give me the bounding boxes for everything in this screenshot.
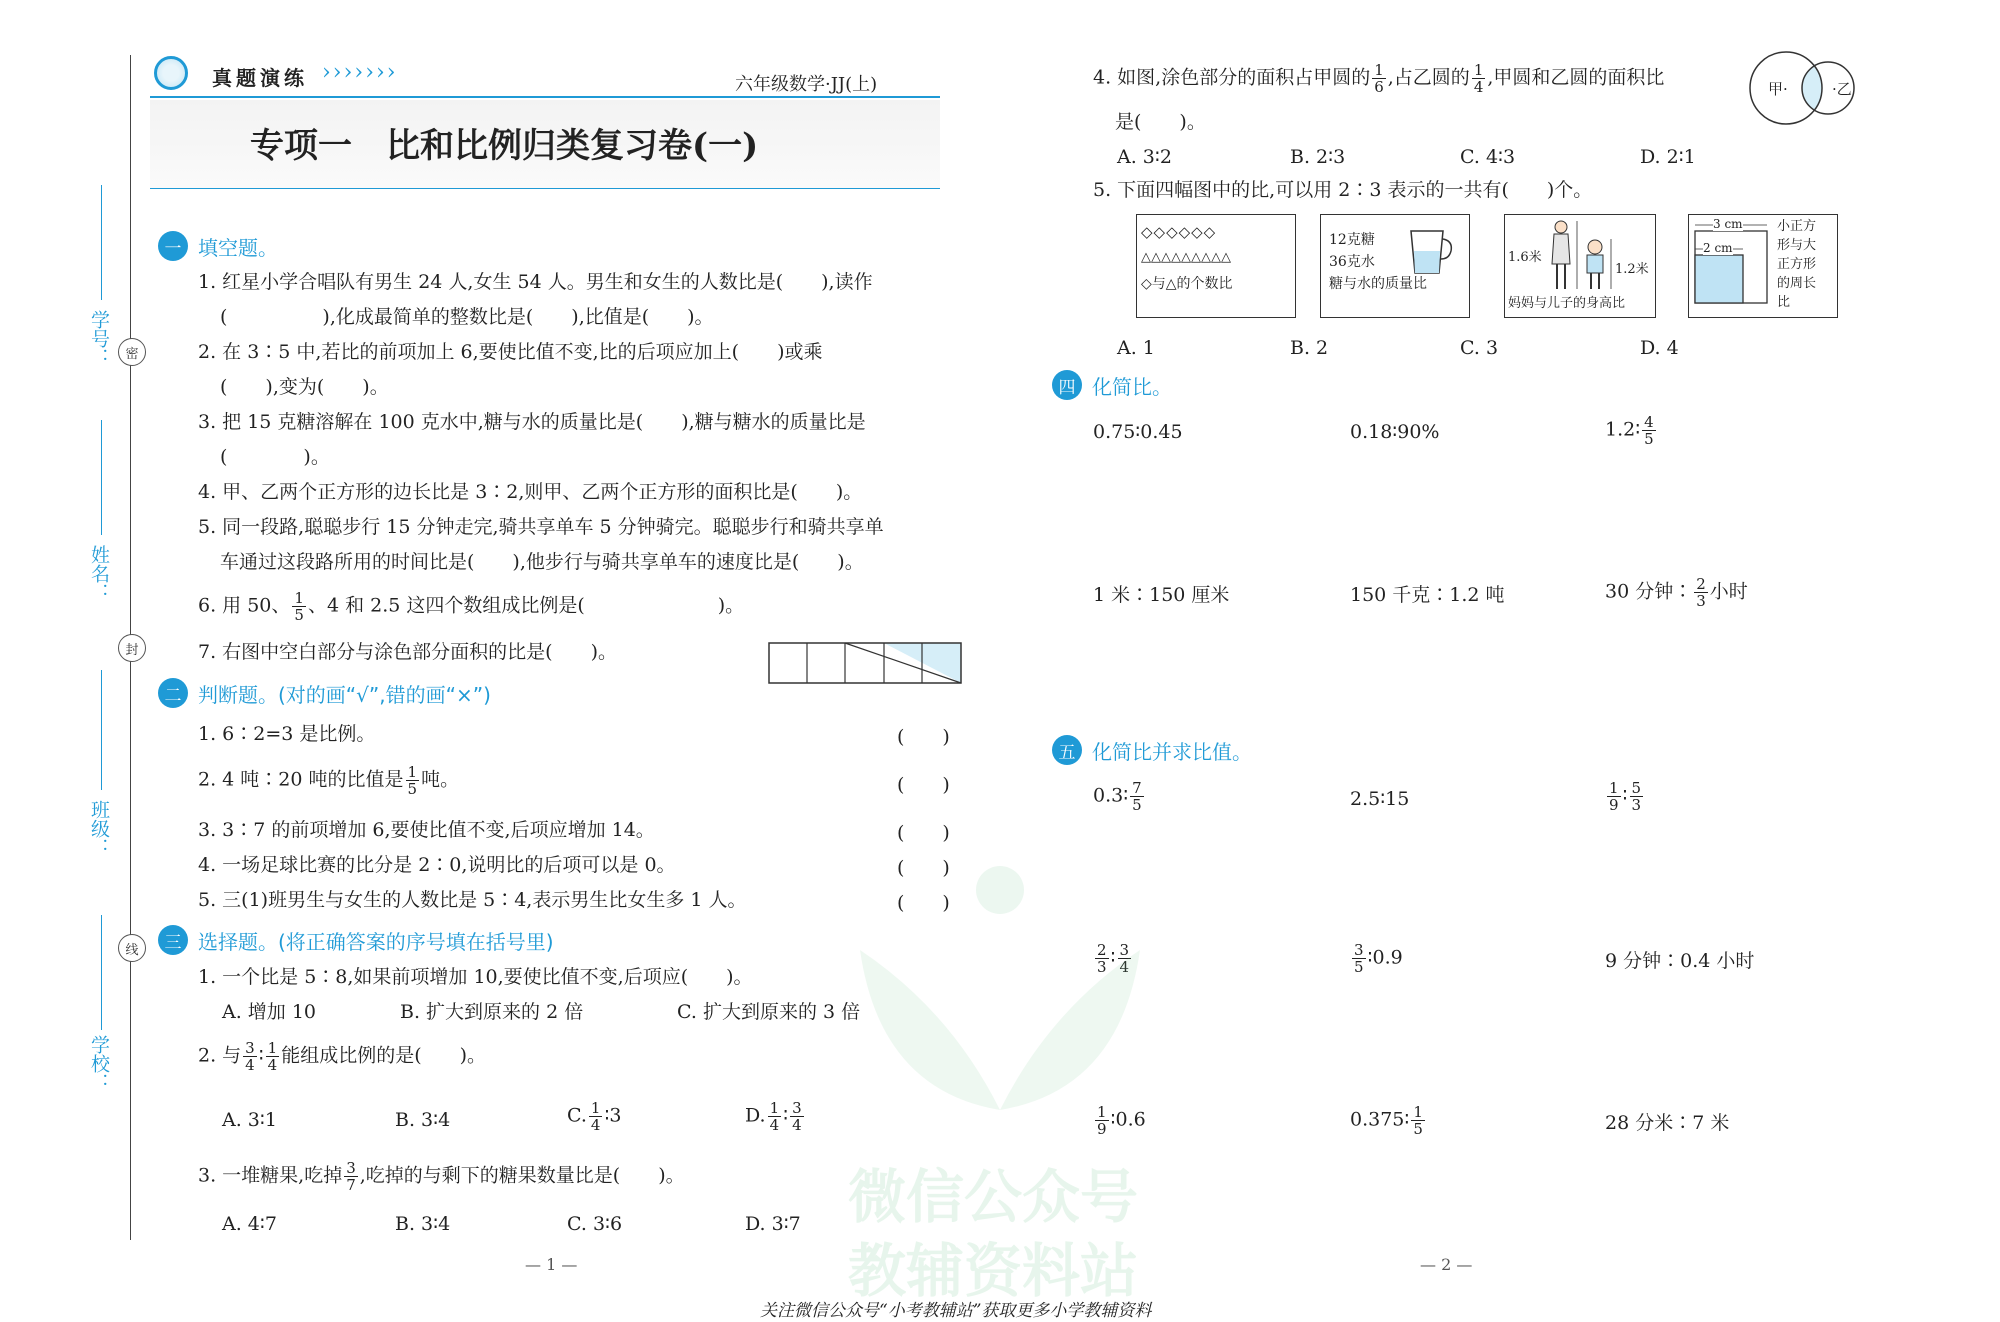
choice-q1-opt-a: A. 增加 10 <box>222 1001 317 1023</box>
section-3-header <box>158 925 554 955</box>
page-title: 专项一 比和比例归类复习卷(一) <box>250 126 759 166</box>
fill-q6-post: 、4 和 2.5 这四个数组成比例是( )。 <box>307 594 745 617</box>
fraction: $\frac{7}{5}$ <box>1132 779 1142 814</box>
choice-q3-opt-b: B. 3∶4 <box>395 1213 451 1235</box>
q5-box-squares <box>1688 214 1838 318</box>
fraction: $\frac{3}{4}$ <box>245 1039 255 1074</box>
fraction: $\frac{3}{5}$ <box>1354 941 1364 976</box>
ratio-b3: 0.375∶ $\frac{1}{5}$ <box>1350 1103 1423 1138</box>
judge-answer-bracket-4[interactable]: ( ) <box>897 857 950 879</box>
fraction: $\frac{1}{5}$ <box>407 763 418 798</box>
section-2-sub: (对的画“√”,错的画“×”) <box>278 682 491 707</box>
section-4-title: 化简比。 <box>1092 374 1172 399</box>
q5-box-shapes: ◇◇◇◇◇◇ △△△△△△△△△ ◇与△的个数比 <box>1136 214 1296 318</box>
footer-note: 关注微信公众号“小考教辅站”获取更多小学教辅资料 <box>760 1301 1152 1321</box>
ratio-c1: $\frac{1}{9}$ ∶ $\frac{5}{3}$ <box>1609 779 1642 814</box>
venn-label-jia: 甲· <box>1768 80 1788 98</box>
header-tag: 真题演练 <box>212 66 308 90</box>
q5-box-heights <box>1504 214 1656 318</box>
header-arrows: ››››››› <box>322 60 398 85</box>
judge-answer-bracket-5[interactable]: ( ) <box>897 892 950 914</box>
section-2-badge: 二 <box>158 678 188 708</box>
fill-q2-b: ( ),变为( )。 <box>220 376 389 398</box>
seal-feng: 封 <box>118 634 146 662</box>
choice-q2-opt-d: D. $\frac{1}{4}$ ∶ $\frac{3}{4}$ <box>745 1099 802 1134</box>
ratio-c3: 28 分米∶7 米 <box>1605 1112 1730 1134</box>
fill-q5-a: 5. 同一段路,聪聪步行 15 分钟走完,骑共享单车 5 分钟骑完。聪聪步行和骑共享单 <box>198 516 884 538</box>
choice-q2-opt-b: B. 3∶4 <box>395 1109 451 1131</box>
choice-q5-opt-c: C. 3 <box>1460 337 1499 359</box>
section-5-header <box>1052 735 1252 765</box>
q7-strip-figure <box>768 642 962 684</box>
margin-label-xuexiao: 学校： <box>88 1035 110 1092</box>
choice-q5: 5. 下面四幅图中的比,可以用 2∶3 表示的一共有( )个。 <box>1093 179 1593 201</box>
judge-q4: 4. 一场足球比赛的比分是 2∶0,说明比的后项可以是 0。 <box>198 854 676 876</box>
q5-box-sugar-water: 12克糖 36克水 糖与水的质量比 <box>1320 214 1470 318</box>
venn-label-yi: ·乙 <box>1832 80 1852 98</box>
ratio-c2: 9 分钟∶0.4 小时 <box>1605 950 1755 972</box>
fraction: $\frac{1}{4}$ <box>590 1099 601 1134</box>
fraction: $\frac{1}{9}$ <box>1097 1103 1107 1138</box>
judge-q2: 2. 4 吨∶20 吨的比值是 $\frac{1}{5}$ 吨。 <box>198 763 460 798</box>
squares-figure <box>1693 221 1771 315</box>
judge-answer-bracket-2[interactable]: ( ) <box>897 774 950 796</box>
section-3-title: 选择题。 <box>198 929 278 954</box>
choice-q3-opt-c: C. 3∶6 <box>567 1213 623 1235</box>
ratio-a2: $\frac{2}{3}$ ∶ 3 <box>1097 941 1130 976</box>
squares-caption: 小正方 形与大 正方形 的周长 比 <box>1777 219 1817 310</box>
fill-q3-a: 3. 把 15 克糖溶解在 100 克水中,糖与水的质量比是( ),糖与糖水的质量比是 <box>198 411 866 433</box>
margin-label-xingming: 姓名： <box>88 545 110 602</box>
square-big-width: 3 cm <box>1713 217 1743 231</box>
page-number-2: — 2 — <box>1420 1255 1473 1274</box>
choice-q1-opt-b: B. 扩大到原来的 2 倍 <box>400 1001 584 1023</box>
section-2-title: 判断题。 <box>198 682 278 707</box>
section-4-header <box>1052 370 1172 400</box>
cup-icon <box>1407 227 1455 277</box>
choice-q3: 3. 一堆糖果,吃掉 $\frac{3}{7}$ ,吃掉的与剩下的糖果数量比是( )。 <box>198 1159 685 1194</box>
section-5-title: 化简比并求比值。 <box>1092 739 1252 764</box>
fraction: $\frac{1}{9}$ <box>1609 779 1619 814</box>
seal-xian: 线 <box>118 934 146 962</box>
fill-q6 <box>198 590 744 623</box>
logo-icon <box>154 56 188 90</box>
watermark-line-2: 教辅资料站 <box>848 1237 1139 1305</box>
choice-q5-opt-b: B. 2 <box>1290 337 1329 359</box>
choice-q3-opt-a: A. 4∶7 <box>222 1213 277 1235</box>
margin-label-banji: 班级： <box>88 800 110 857</box>
simplify-r1-b: 0.18∶90% <box>1350 421 1440 443</box>
ratio-a1: 0.3∶ $\frac{7}{5}$ <box>1093 779 1142 814</box>
fill-q7: 7. 右图中空白部分与涂色部分面积的比是( )。 <box>198 641 617 663</box>
fill-q2-a: 2. 在 3∶5 中,若比的前项加上 6,要使比值不变,比的后项应加上( )或乘 <box>198 341 823 363</box>
section-3-sub: (将正确答案的序号填在括号里) <box>278 929 554 954</box>
fill-q1-b: ( ),化成最简单的整数比是( ),比值是( )。 <box>220 306 714 328</box>
choice-q4-opt-c: C. 4∶3 <box>1460 146 1516 168</box>
fraction: $\frac{1}{5}$ <box>294 589 304 624</box>
simplify-r2-c: 30 分钟∶ $\frac{2}{3}$ 小时 <box>1605 575 1748 610</box>
fraction: $\frac{3}{7}$ <box>346 1159 356 1194</box>
section-1-badge: 一 <box>158 231 188 261</box>
fill-q1-a: 1. 红星小学合唱队有男生 24 人,女生 54 人。男生和女生的人数比是( ),读作 <box>198 271 873 293</box>
fraction: $\frac{1}{4}$ <box>769 1099 780 1134</box>
height-mom: 1.6米 <box>1508 250 1542 265</box>
fraction: $\frac{1}{4}$ <box>1473 61 1484 96</box>
judge-answer-bracket-1[interactable]: ( ) <box>897 726 950 748</box>
choice-q2-opt-a: A. 3∶1 <box>222 1109 277 1131</box>
choice-q4-opt-b: B. 2∶3 <box>1290 146 1346 168</box>
fill-q6-pre: 6. 用 50、 <box>198 594 291 617</box>
section-3-badge: 三 <box>158 925 188 955</box>
judge-q1: 1. 6∶2=3 是比例。 <box>198 723 376 745</box>
fraction: $\frac{1}{5}$ <box>1413 1103 1423 1138</box>
choice-q1-opt-c: C. 扩大到原来的 3 倍 <box>677 1001 861 1023</box>
fraction: $\frac{4}{5}$ <box>1644 413 1654 448</box>
fraction: $\frac{1}{4}$ <box>267 1039 278 1074</box>
simplify-r2-a: 1 米∶150 厘米 <box>1093 584 1230 606</box>
square-small-width: 2 cm <box>1703 241 1733 255</box>
ratio-a3: $\frac{1}{9}$ ∶0.6 <box>1097 1103 1146 1138</box>
fill-q4: 4. 甲、乙两个正方形的边长比是 3∶2,则甲、乙两个正方形的面积比是( )。 <box>198 481 863 503</box>
section-1-header <box>158 231 278 261</box>
choice-q4-b: 是( )。 <box>1115 111 1206 133</box>
section-1-title: 填空题。 <box>198 235 278 260</box>
heights-caption: 妈妈与儿子的身高比 <box>1508 296 1626 311</box>
simplify-r1-c: 1.2∶ $\frac{4}{5}$ <box>1605 413 1654 448</box>
simplify-r1-a: 0.75∶0.45 <box>1093 421 1183 443</box>
height-son: 1.2米 <box>1615 262 1649 277</box>
page-number-1: — 1 — <box>525 1255 578 1274</box>
choice-q4: 4. 如图,涂色部分的面积占甲圆的 $\frac{1}{6}$ ,占乙圆的 $\frac{1}{4}$ ,甲圆和乙圆的面积比 <box>1093 61 1665 96</box>
fraction: $\frac{1}{6}$ <box>1374 61 1384 96</box>
section-5-badge: 五 <box>1052 735 1082 765</box>
choice-q1: 1. 一个比是 5∶8,如果前项增加 10,要使比值不变,后项应( )。 <box>198 966 753 988</box>
choice-q5-opt-a: A. 1 <box>1117 337 1155 359</box>
fill-q5-b: 车通过这段路所用的时间比是( ),他步行与骑共享单车的速度比是( )。 <box>220 551 864 573</box>
title-rule <box>150 188 940 189</box>
fraction: $\frac{5}{3}$ <box>1631 779 1642 814</box>
section-2-header <box>158 678 491 708</box>
fill-q3-b: ( )。 <box>220 446 330 468</box>
seal-mi: 密 <box>118 338 146 366</box>
choice-q3-opt-d: D. 3∶7 <box>745 1213 801 1235</box>
choice-q4-opt-d: D. 2∶1 <box>1640 146 1696 168</box>
header-rule <box>150 96 940 98</box>
leaf-watermark-icon <box>840 860 1160 1130</box>
fraction: $\frac{2}{3}$ <box>1696 575 1706 610</box>
section-4-badge: 四 <box>1052 370 1082 400</box>
choice-q2: 2. 与 $\frac{3}{4}$ ∶ $\frac{1}{4}$ 能组成比例的是( )。 <box>198 1039 487 1074</box>
simplify-r2-b: 150 千克∶1.2 吨 <box>1350 584 1505 606</box>
judge-answer-bracket-3[interactable]: ( ) <box>897 822 950 844</box>
header-right: 六年级数学·JJ(上) <box>735 74 878 95</box>
people-figure <box>1545 219 1625 291</box>
choice-q4-opt-a: A. 3∶2 <box>1117 146 1172 168</box>
choice-q2-opt-c: C. $\frac{1}{4}$ ∶3 <box>567 1099 622 1134</box>
ratio-b1: 2.5∶15 <box>1350 788 1410 810</box>
choice-q5-opt-d: D. 4 <box>1640 337 1679 359</box>
judge-q5: 5. 三(1)班男生与女生的人数比是 5∶4,表示男生比女生多 1 人。 <box>198 889 747 911</box>
fraction: $\frac{2}{3}$ <box>1097 941 1107 976</box>
judge-q3: 3. 3∶7 的前项增加 6,要使比值不变,后项应增加 14。 <box>198 819 655 841</box>
margin-label-xuehao: 学号： <box>88 310 110 367</box>
watermark-line-1: 微信公众号 <box>848 1163 1139 1231</box>
fraction: 3 <box>1119 941 1130 959</box>
fraction: $\frac{3}{4}$ <box>792 1099 802 1134</box>
ratio-b2: $\frac{3}{5}$ ∶0.9 <box>1354 941 1403 976</box>
